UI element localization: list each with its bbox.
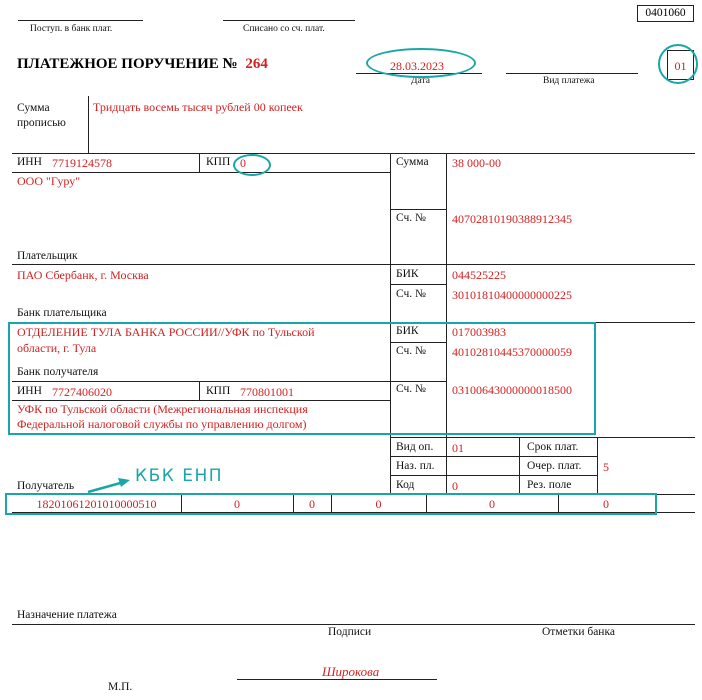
bank-marks-label: Отметки банка (542, 626, 615, 638)
tax-row-highlight-box (5, 493, 657, 515)
op-type-value: 01 (452, 441, 464, 455)
debited-line (223, 20, 355, 21)
recipient-inn: 7727406020 (52, 385, 112, 399)
payer-inn: 7719124578 (52, 156, 112, 170)
payer-corr-account: 30101810400000000225 (452, 288, 572, 302)
footer-line (12, 624, 695, 625)
recipient-highlight-box (8, 322, 596, 435)
kbk-annotation: КБК ЕНП (135, 466, 224, 486)
tax-field-period: 0 (375, 497, 382, 511)
grid-line-bik-payer (390, 284, 446, 285)
payer-bik-label: БИК (396, 268, 419, 280)
payer-account: 40702810190388912345 (452, 212, 572, 226)
payment-type-line (506, 73, 638, 74)
order-value: 5 (603, 460, 609, 474)
debited-label: Списано со сч. плат. (243, 24, 325, 34)
recipient-bik: 017003983 (452, 325, 506, 339)
amount-label: Сумма (396, 156, 429, 168)
code-label: Код (396, 479, 415, 491)
grid-line-payer-bottom (12, 264, 695, 265)
signatures-label: Подписи (328, 626, 372, 638)
tax-field-basis: 0 (309, 497, 315, 511)
recipient-bank-name-line1: ОТДЕЛЕНИЕ ТУЛА БАНКА РОССИИ//УФК по Тульской (17, 325, 315, 339)
payer-kpp: 0 (240, 156, 246, 170)
amount-words-divider (88, 96, 89, 153)
reserved-field-label: Рез. поле (527, 479, 572, 491)
stamp-label: М.П. (108, 681, 133, 693)
grid-vline-op-mid (519, 437, 520, 494)
grid-line-acc-top (390, 209, 446, 210)
recipient-kpp-label: КПП (206, 385, 231, 397)
order-label: Очер. плат. (527, 460, 582, 472)
date-label: Дата (411, 76, 430, 86)
document-title-text: ПЛАТЕЖНОЕ ПОРУЧЕНИЕ № (17, 56, 238, 72)
grid-vline-kpp (199, 153, 200, 172)
amount-value: 38 000-00 (452, 156, 501, 170)
grid-line-op2 (390, 475, 597, 476)
amount-words: Тридцать восемь тысяч рублей 00 копеек (93, 100, 303, 114)
payment-purpose-label: Назначение платежа (17, 609, 117, 621)
payer-label: Плательщик (17, 250, 78, 262)
document-number: 264 (245, 56, 268, 72)
grid-line-top (12, 153, 695, 154)
term-label: Срок плат. (527, 441, 579, 453)
tax-field-kbk: 18201061201010000510 (36, 497, 157, 511)
tax-field-doc-number: 0 (489, 497, 495, 511)
signature: Широкова (322, 664, 380, 679)
recipient-label: Получатель (17, 480, 75, 492)
payer-bank-name: ПАО Сбербанк, г. Москва (17, 268, 149, 282)
recipient-name-line1: УФК по Тульской области (Межрегиональная инспекция (17, 402, 308, 416)
payer-bank-label: Банк плательщика (17, 307, 107, 319)
payer-name: ООО "Гуру" (17, 174, 81, 188)
recipient-account-label: Сч. № (396, 383, 427, 395)
recipient-corr-account: 40102810445370000059 (452, 345, 572, 359)
grid-line-rec-bottom (390, 437, 695, 438)
tax-field-oktmo: 0 (234, 497, 240, 511)
recipient-bank-name-line2: области, г. Тула (17, 341, 97, 355)
grid-line-op1 (390, 456, 597, 457)
recipient-bik-label: БИК (396, 325, 419, 337)
payer-inn-label: ИНН (17, 156, 42, 168)
tax-field-doc-date: 0 (603, 497, 609, 511)
document-title (17, 56, 268, 73)
payer-kpp-label: КПП (206, 156, 231, 168)
received-line (18, 20, 143, 21)
recipient-kpp: 770801001 (240, 385, 294, 399)
date-highlight (366, 48, 476, 78)
recipient-account: 03100643000000018500 (452, 383, 572, 397)
payer-bik: 044525225 (452, 268, 506, 282)
recipient-bank-label: Банк получателя (17, 366, 99, 378)
recipient-name-line2: Федеральной налоговой службы по управлению долгом) (17, 417, 307, 431)
recipient-corr-account-label: Сч. № (396, 345, 427, 357)
document-date: 28.03.2023 (390, 59, 444, 73)
received-label: Поступ. в банк плат. (30, 24, 113, 34)
payer-account-label: Сч. № (396, 212, 427, 224)
code-value: 0 (452, 479, 458, 493)
recipient-inn-label: ИНН (17, 385, 42, 397)
signature-line (237, 679, 437, 680)
amount-words-label: Сумма прописью (17, 102, 66, 129)
form-code-box (637, 5, 694, 22)
op-type-label: Вид оп. (396, 441, 434, 453)
status-code: 01 (674, 59, 687, 73)
payment-type-label: Вид платежа (543, 76, 595, 86)
form-code: 0401060 (645, 7, 686, 19)
payer-corr-account-label: Сч. № (396, 288, 427, 300)
status-highlight (658, 44, 698, 84)
grid-vline-op-right (597, 437, 598, 494)
grid-line-inn (12, 172, 390, 173)
payer-kpp-highlight (233, 154, 271, 176)
purpose-code-label: Наз. пл. (396, 460, 435, 472)
